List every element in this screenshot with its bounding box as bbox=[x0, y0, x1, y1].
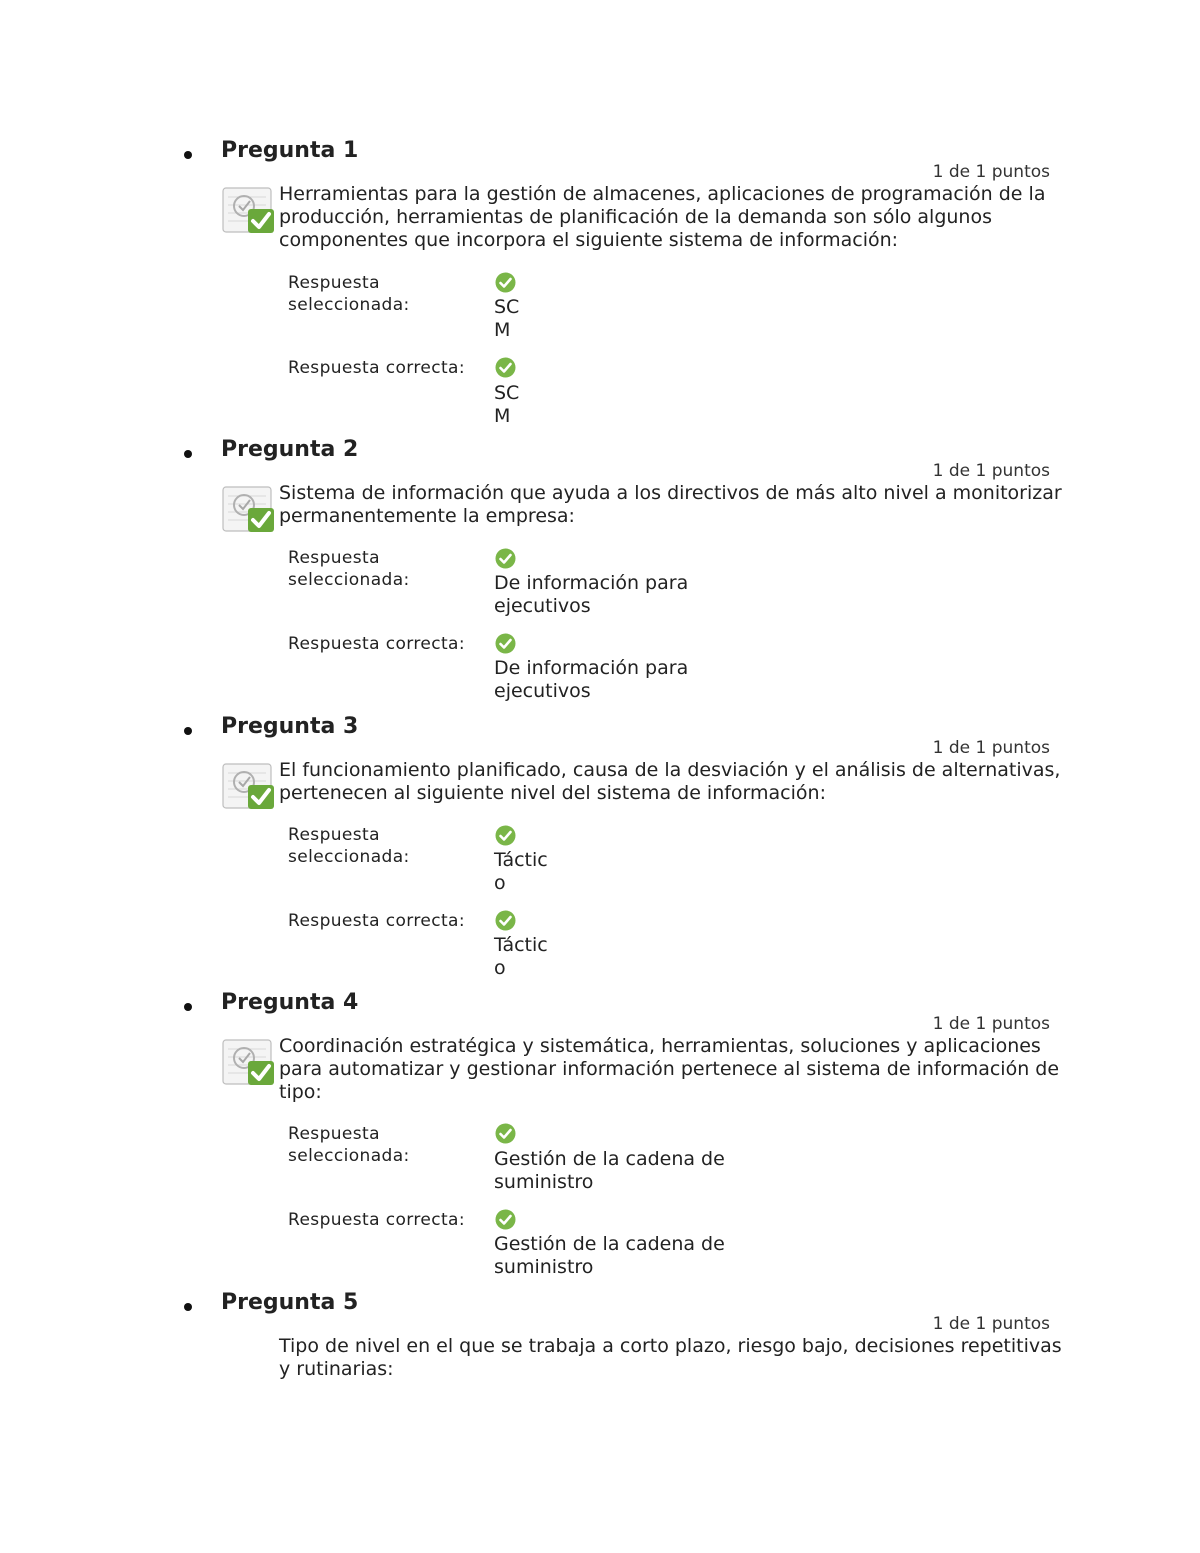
selected-answer-label: Respuesta seleccionada: bbox=[288, 1124, 410, 1166]
question-points: 1 de 1 puntos bbox=[932, 1314, 1050, 1334]
question-title: Pregunta 3 bbox=[221, 714, 359, 739]
correct-answer-label: Respuesta correcta: bbox=[288, 911, 466, 931]
check-circle-icon bbox=[495, 910, 516, 931]
correct-answer-value: De información para ejecutivos bbox=[494, 657, 689, 702]
correct-answer-value: Gestión de la cadena de suministro bbox=[494, 1233, 725, 1278]
check-circle-icon bbox=[495, 1209, 516, 1230]
bullet bbox=[184, 450, 192, 458]
question-points: 1 de 1 puntos bbox=[932, 738, 1050, 758]
graded-correct-icon bbox=[222, 484, 276, 534]
question-title: Pregunta 5 bbox=[221, 1290, 359, 1315]
bullet bbox=[184, 1303, 192, 1311]
check-circle-icon bbox=[495, 1123, 516, 1144]
selected-answer-value: SCM bbox=[494, 296, 520, 341]
question-text: El funcionamiento planificado, causa de la desviación y el análisis de alternativas, pertenecen al siguiente nivel del sistema de información: bbox=[279, 759, 1061, 804]
check-circle-icon bbox=[495, 633, 516, 654]
check-circle-icon bbox=[495, 272, 516, 293]
check-circle-icon bbox=[495, 825, 516, 846]
question-points: 1 de 1 puntos bbox=[932, 1014, 1050, 1034]
selected-answer-label: Respuesta seleccionada: bbox=[288, 548, 410, 590]
correct-answer-label: Respuesta correcta: bbox=[288, 634, 466, 654]
graded-correct-icon bbox=[222, 1037, 276, 1087]
question-title: Pregunta 1 bbox=[221, 138, 359, 163]
question-title: Pregunta 2 bbox=[221, 437, 359, 462]
selected-answer-value: Gestión de la cadena de suministro bbox=[494, 1148, 725, 1193]
correct-answer-label: Respuesta correcta: bbox=[288, 358, 466, 378]
question-text: Sistema de información que ayuda a los directivos de más alto nivel a monitorizar permanentemente la empresa: bbox=[279, 482, 1062, 527]
question-points: 1 de 1 puntos bbox=[932, 461, 1050, 481]
selected-answer-label: Respuesta seleccionada: bbox=[288, 273, 410, 315]
selected-answer-value: Táctico bbox=[494, 849, 548, 894]
question-text: Tipo de nivel en el que se trabaja a corto plazo, riesgo bajo, decisiones repetitivas y rutinarias: bbox=[279, 1335, 1062, 1380]
question-title: Pregunta 4 bbox=[221, 990, 359, 1015]
bullet bbox=[184, 151, 192, 159]
bullet bbox=[184, 727, 192, 735]
graded-correct-icon bbox=[222, 185, 276, 235]
correct-answer-value: SCM bbox=[494, 382, 520, 427]
graded-correct-icon bbox=[222, 761, 276, 811]
selected-answer-label: Respuesta seleccionada: bbox=[288, 825, 410, 867]
correct-answer-value: Táctico bbox=[494, 934, 548, 979]
question-text: Herramientas para la gestión de almacenes, aplicaciones de programación de la producción, herramientas de planificación de la demanda son sólo algunos componentes que incorpora el siguiente sistema de información: bbox=[279, 183, 1046, 251]
check-circle-icon bbox=[495, 357, 516, 378]
question-points: 1 de 1 puntos bbox=[932, 162, 1050, 182]
selected-answer-value: De información para ejecutivos bbox=[494, 572, 689, 617]
check-circle-icon bbox=[495, 548, 516, 569]
correct-answer-label: Respuesta correcta: bbox=[288, 1210, 466, 1230]
bullet bbox=[184, 1003, 192, 1011]
question-text: Coordinación estratégica y sistemática, herramientas, soluciones y aplicaciones para automatizar y gestionar información pertenece al sistema de información de tipo: bbox=[279, 1035, 1060, 1103]
